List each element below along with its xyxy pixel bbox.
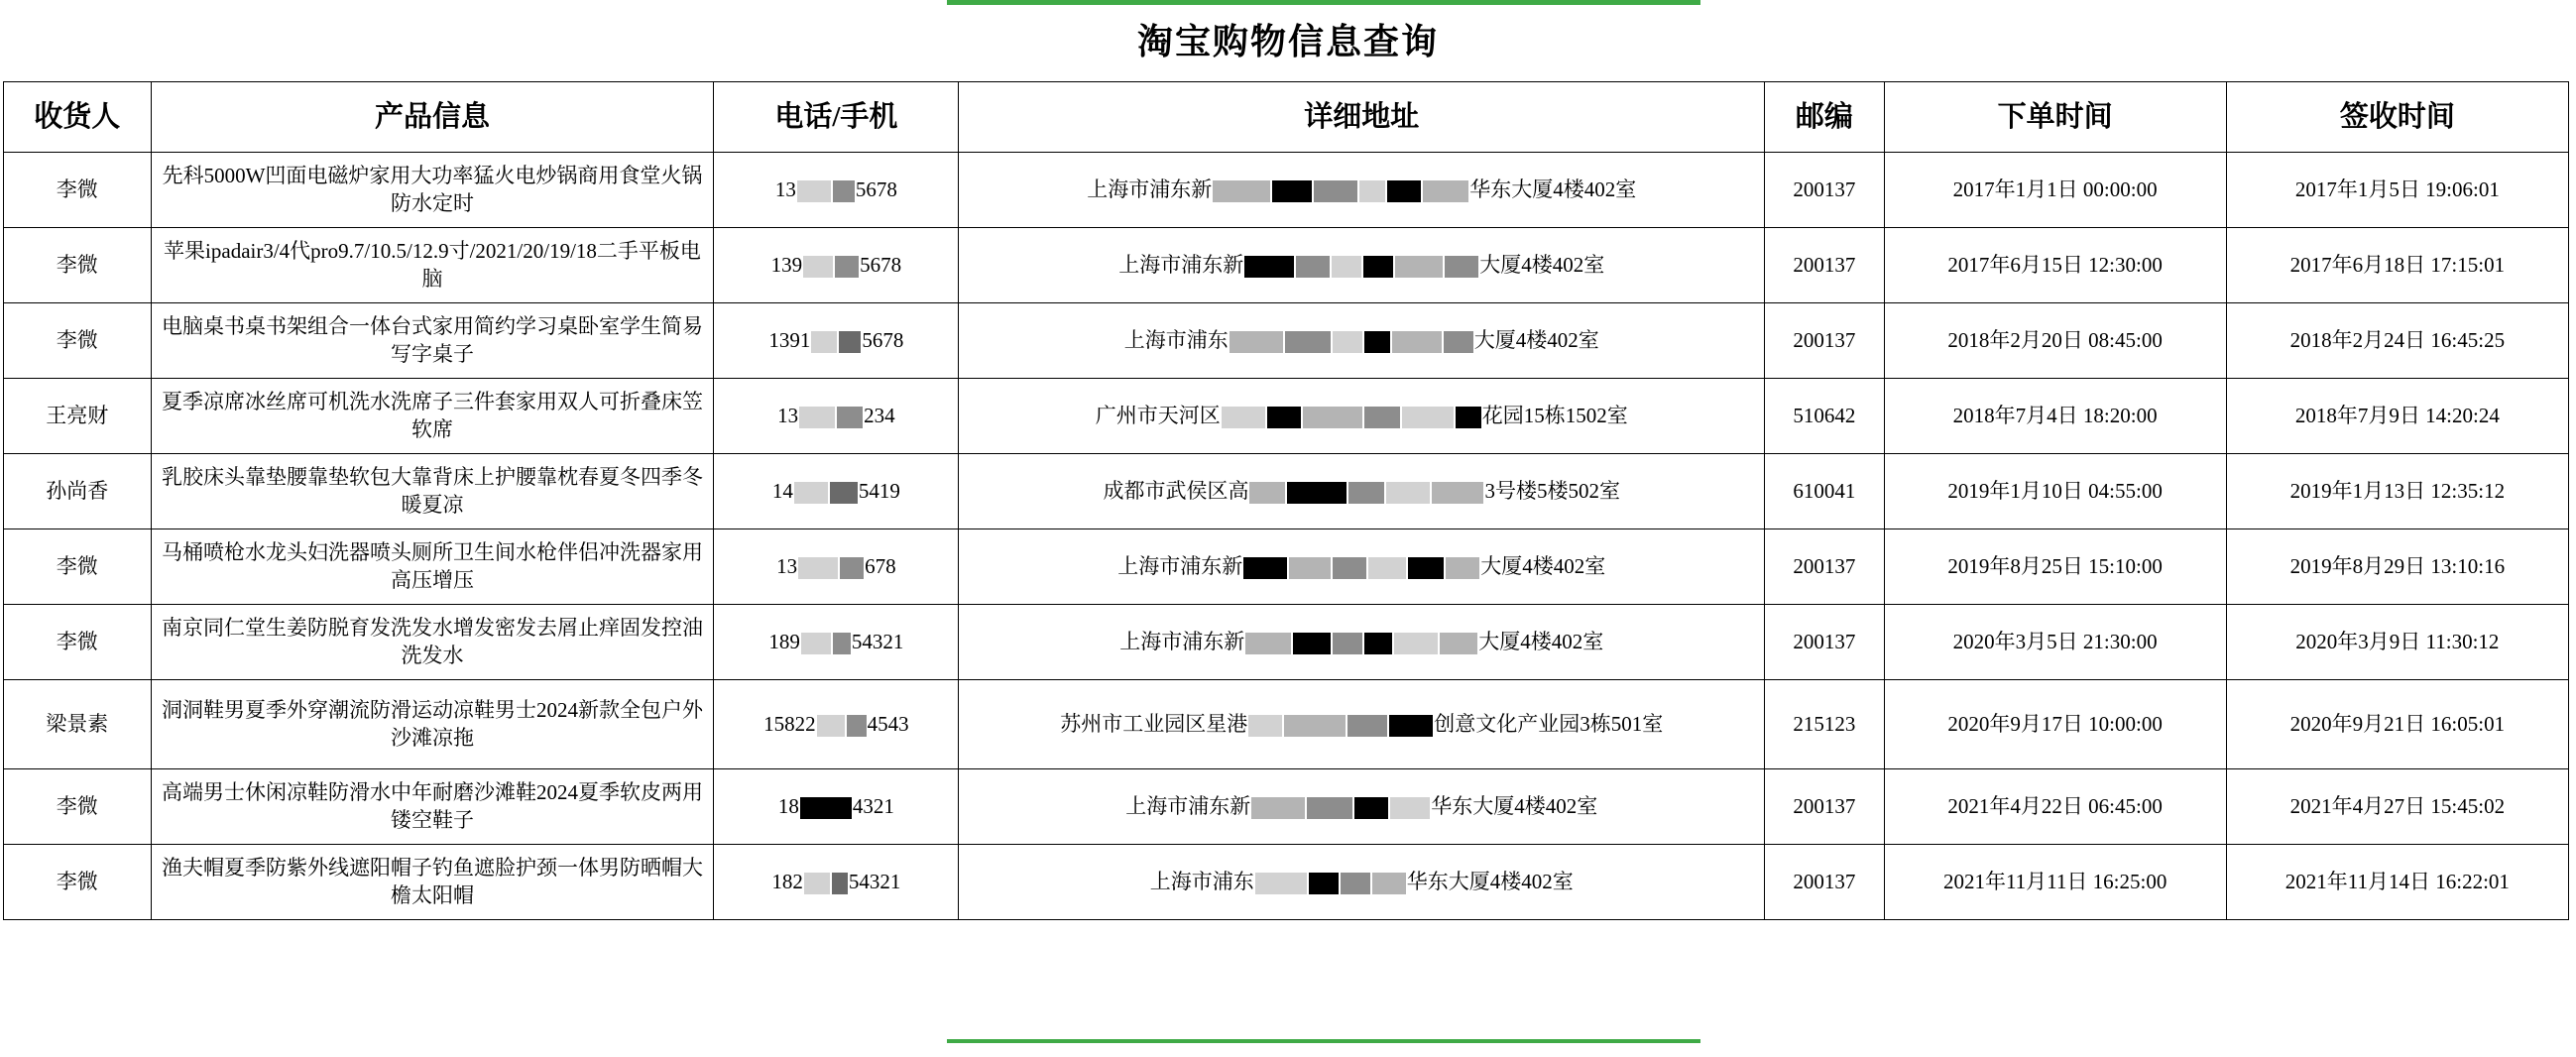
cell-receive-time: 2021年4月27日 15:45:02 bbox=[2226, 769, 2568, 845]
phone-prefix: 18 bbox=[777, 793, 799, 818]
cell-recipient: 李微 bbox=[4, 153, 152, 228]
address-suffix: 创意文化产业园3栋501室 bbox=[1434, 711, 1664, 736]
table-row bbox=[4, 529, 2569, 605]
redaction-block bbox=[1386, 482, 1430, 504]
phone-suffix: 5678 bbox=[855, 176, 897, 201]
cell-address bbox=[959, 845, 1765, 920]
cell-phone bbox=[714, 845, 959, 920]
cell-product: 夏季凉席冰丝席可机洗水洗席子三件套家用双人可折叠床笠软席 bbox=[151, 379, 714, 454]
redaction-block bbox=[817, 715, 845, 737]
cell-address bbox=[959, 529, 1765, 605]
cell-product: 苹果ipadair3/4代pro9.7/10.5/12.9寸/2021/20/19/18二手平板电脑 bbox=[151, 228, 714, 303]
redaction-block bbox=[1387, 180, 1421, 202]
cell-order-time: 2020年9月17日 10:00:00 bbox=[1884, 680, 2226, 769]
redaction-block bbox=[1395, 256, 1443, 278]
address-prefix: 上海市浦东新 bbox=[1087, 176, 1213, 201]
redaction-block bbox=[1333, 633, 1362, 654]
cell-phone bbox=[714, 680, 959, 769]
cell-phone bbox=[714, 454, 959, 529]
cell-address bbox=[959, 228, 1765, 303]
cell-product: 电脑桌书桌书架组合一体台式家用简约学习桌卧室学生简易写字桌子 bbox=[151, 303, 714, 379]
column-header-product: 产品信息 bbox=[151, 82, 714, 153]
redaction-block bbox=[1267, 407, 1301, 428]
redaction-block bbox=[803, 256, 833, 278]
address-prefix: 上海市浦东 bbox=[1149, 869, 1254, 893]
cell-order-time: 2019年8月25日 15:10:00 bbox=[1884, 529, 2226, 605]
phone-prefix: 189 bbox=[768, 629, 800, 653]
cell-phone bbox=[714, 529, 959, 605]
page-title: 淘宝购物信息查询 bbox=[1136, 22, 1439, 61]
table-row bbox=[4, 153, 2569, 228]
cell-recipient: 孙尚香 bbox=[4, 454, 152, 529]
redaction-block bbox=[1332, 256, 1361, 278]
redaction-block bbox=[1359, 180, 1385, 202]
redaction-block bbox=[804, 873, 830, 894]
cell-zip: 200137 bbox=[1765, 228, 1884, 303]
cell-zip: 200137 bbox=[1765, 845, 1884, 920]
cell-address bbox=[959, 769, 1765, 845]
table-row bbox=[4, 605, 2569, 680]
cell-recipient: 李微 bbox=[4, 769, 152, 845]
redaction-block bbox=[1402, 407, 1454, 428]
bottom-green-marker bbox=[947, 1039, 1700, 1043]
redaction-block bbox=[1394, 633, 1438, 654]
redaction-block bbox=[1347, 715, 1387, 737]
redaction-block bbox=[1285, 331, 1331, 353]
cell-recipient: 李微 bbox=[4, 303, 152, 379]
cell-receive-time: 2020年9月21日 16:05:01 bbox=[2226, 680, 2568, 769]
cell-zip: 215123 bbox=[1765, 680, 1884, 769]
redaction-block bbox=[1314, 180, 1357, 202]
cell-address bbox=[959, 303, 1765, 379]
redaction-block bbox=[1287, 482, 1347, 504]
redaction-block bbox=[1364, 407, 1400, 428]
redaction-block bbox=[798, 557, 838, 579]
redaction-block bbox=[1372, 873, 1406, 894]
phone-prefix: 13 bbox=[774, 176, 796, 201]
cell-address bbox=[959, 454, 1765, 529]
redaction-block bbox=[1229, 331, 1283, 353]
cell-product: 南京同仁堂生姜防脱育发洗发水增发密发去屑止痒固发控油洗发水 bbox=[151, 605, 714, 680]
address-suffix: 3号楼5楼502室 bbox=[1484, 478, 1620, 503]
redaction-block bbox=[1251, 797, 1305, 819]
table-row bbox=[4, 454, 2569, 529]
redaction-block bbox=[1392, 331, 1442, 353]
redaction-block bbox=[794, 482, 828, 504]
redaction-block bbox=[1446, 557, 1479, 579]
cell-product: 高端男士休闲凉鞋防滑水中年耐磨沙滩鞋2024夏季软皮两用镂空鞋子 bbox=[151, 769, 714, 845]
column-header-receive-time: 签收时间 bbox=[2226, 82, 2568, 153]
redaction-block bbox=[1249, 482, 1285, 504]
redaction-block bbox=[1244, 256, 1294, 278]
cell-phone bbox=[714, 228, 959, 303]
redaction-block bbox=[1408, 557, 1444, 579]
phone-suffix: 678 bbox=[865, 553, 896, 578]
phone-prefix: 182 bbox=[771, 869, 803, 893]
table-row bbox=[4, 680, 2569, 769]
address-prefix: 成都市武侯区高 bbox=[1103, 478, 1249, 503]
phone-suffix: 5678 bbox=[862, 327, 904, 352]
redaction-block bbox=[1245, 633, 1291, 654]
phone-suffix: 54321 bbox=[848, 869, 901, 893]
redaction-block bbox=[801, 633, 831, 654]
redaction-block bbox=[1213, 180, 1270, 202]
cell-phone bbox=[714, 153, 959, 228]
cell-zip: 200137 bbox=[1765, 605, 1884, 680]
address-suffix: 华东大厦4楼402室 bbox=[1406, 869, 1574, 893]
redaction-block bbox=[799, 407, 835, 428]
cell-address bbox=[959, 680, 1765, 769]
cell-order-time: 2018年2月20日 08:45:00 bbox=[1884, 303, 2226, 379]
redaction-block bbox=[1348, 482, 1384, 504]
column-header-order-time: 下单时间 bbox=[1884, 82, 2226, 153]
cell-recipient: 梁景素 bbox=[4, 680, 152, 769]
phone-prefix: 14 bbox=[771, 478, 793, 503]
redaction-block bbox=[1303, 407, 1362, 428]
redaction-block bbox=[1248, 715, 1282, 737]
redaction-block bbox=[830, 482, 858, 504]
address-prefix: 上海市浦东新 bbox=[1117, 553, 1243, 578]
phone-suffix: 234 bbox=[864, 403, 895, 427]
cell-zip: 200137 bbox=[1765, 769, 1884, 845]
cell-receive-time: 2017年6月18日 17:15:01 bbox=[2226, 228, 2568, 303]
redaction-block bbox=[1444, 331, 1473, 353]
redaction-block bbox=[1390, 797, 1430, 819]
address-prefix: 苏州市工业园区星港 bbox=[1060, 711, 1248, 736]
redaction-block bbox=[1333, 557, 1366, 579]
cell-recipient: 李微 bbox=[4, 529, 152, 605]
cell-order-time: 2019年1月10日 04:55:00 bbox=[1884, 454, 2226, 529]
column-header-zip: 邮编 bbox=[1765, 82, 1884, 153]
redaction-block bbox=[837, 407, 863, 428]
redaction-block bbox=[1222, 407, 1265, 428]
cell-recipient: 王亮财 bbox=[4, 379, 152, 454]
address-prefix: 上海市浦东 bbox=[1123, 327, 1229, 352]
cell-phone bbox=[714, 605, 959, 680]
address-suffix: 大厦4楼402室 bbox=[1479, 252, 1605, 277]
phone-suffix: 54321 bbox=[851, 629, 904, 653]
address-suffix: 华东大厦4楼402室 bbox=[1469, 176, 1637, 201]
redaction-block bbox=[1243, 557, 1287, 579]
redaction-block bbox=[833, 633, 851, 654]
redaction-block bbox=[1272, 180, 1312, 202]
redaction-block bbox=[1389, 715, 1433, 737]
column-header-phone: 电话/手机 bbox=[714, 82, 959, 153]
cell-phone bbox=[714, 379, 959, 454]
redaction-block bbox=[1440, 633, 1477, 654]
redaction-block bbox=[835, 256, 859, 278]
redaction-block bbox=[1309, 873, 1339, 894]
table-row bbox=[4, 303, 2569, 379]
table-row bbox=[4, 845, 2569, 920]
cell-receive-time: 2019年8月29日 13:10:16 bbox=[2226, 529, 2568, 605]
cell-order-time: 2021年11月11日 16:25:00 bbox=[1884, 845, 2226, 920]
cell-address bbox=[959, 605, 1765, 680]
table-row bbox=[4, 379, 2569, 454]
purchase-info-table bbox=[3, 81, 2569, 920]
address-suffix: 华东大厦4楼402室 bbox=[1431, 793, 1598, 818]
cell-phone bbox=[714, 303, 959, 379]
redaction-block bbox=[1341, 873, 1370, 894]
redaction-block bbox=[1296, 256, 1330, 278]
redaction-block bbox=[1432, 482, 1483, 504]
cell-order-time: 2018年7月4日 18:20:00 bbox=[1884, 379, 2226, 454]
redaction-block bbox=[1354, 797, 1388, 819]
column-header-address: 详细地址 bbox=[959, 82, 1765, 153]
table-row bbox=[4, 769, 2569, 845]
cell-receive-time: 2018年7月9日 14:20:24 bbox=[2226, 379, 2568, 454]
phone-suffix: 5678 bbox=[860, 252, 902, 277]
phone-suffix: 4543 bbox=[867, 711, 909, 736]
phone-prefix: 13 bbox=[776, 553, 798, 578]
cell-recipient: 李微 bbox=[4, 845, 152, 920]
redaction-block bbox=[1364, 331, 1390, 353]
address-suffix: 花园15栋1502室 bbox=[1481, 403, 1628, 427]
cell-zip: 200137 bbox=[1765, 529, 1884, 605]
redaction-block bbox=[1255, 873, 1307, 894]
column-header-recipient: 收货人 bbox=[4, 82, 152, 153]
cell-address bbox=[959, 379, 1765, 454]
phone-prefix: 1391 bbox=[768, 327, 811, 352]
cell-zip: 610041 bbox=[1765, 454, 1884, 529]
cell-receive-time: 2021年11月14日 16:22:01 bbox=[2226, 845, 2568, 920]
cell-address bbox=[959, 153, 1765, 228]
redaction-block bbox=[1333, 331, 1362, 353]
phone-prefix: 15822 bbox=[763, 711, 816, 736]
cell-receive-time: 2017年1月5日 19:06:01 bbox=[2226, 153, 2568, 228]
cell-order-time: 2021年4月22日 06:45:00 bbox=[1884, 769, 2226, 845]
phone-suffix: 4321 bbox=[852, 793, 894, 818]
phone-prefix: 139 bbox=[770, 252, 803, 277]
redaction-block bbox=[800, 797, 852, 819]
address-suffix: 大厦4楼402室 bbox=[1480, 553, 1606, 578]
phone-suffix: 5419 bbox=[858, 478, 900, 503]
redaction-block bbox=[847, 715, 867, 737]
cell-zip: 200137 bbox=[1765, 153, 1884, 228]
cell-receive-time: 2020年3月9日 11:30:12 bbox=[2226, 605, 2568, 680]
address-prefix: 上海市浦东新 bbox=[1119, 629, 1245, 653]
redaction-block bbox=[833, 180, 855, 202]
redaction-block bbox=[1456, 407, 1481, 428]
address-suffix: 大厦4楼402室 bbox=[1478, 629, 1604, 653]
redaction-block bbox=[1364, 633, 1392, 654]
redaction-block bbox=[797, 180, 831, 202]
top-green-marker bbox=[947, 0, 1700, 5]
address-prefix: 上海市浦东新 bbox=[1125, 793, 1251, 818]
cell-zip: 510642 bbox=[1765, 379, 1884, 454]
redaction-block bbox=[1363, 256, 1393, 278]
redaction-block bbox=[1368, 557, 1406, 579]
redaction-block bbox=[839, 331, 861, 353]
phone-prefix: 13 bbox=[777, 403, 799, 427]
redaction-block bbox=[1293, 633, 1331, 654]
cell-zip: 200137 bbox=[1765, 303, 1884, 379]
cell-phone bbox=[714, 769, 959, 845]
table-header-row bbox=[4, 82, 2569, 153]
cell-recipient: 李微 bbox=[4, 228, 152, 303]
address-prefix: 上海市浦东新 bbox=[1118, 252, 1244, 277]
redaction-block bbox=[1289, 557, 1331, 579]
cell-order-time: 2017年6月15日 12:30:00 bbox=[1884, 228, 2226, 303]
redaction-block bbox=[1307, 797, 1352, 819]
cell-product: 马桶喷枪水龙头妇洗器喷头厕所卫生间水枪伴侣冲洗器家用高压增压 bbox=[151, 529, 714, 605]
cell-product: 洞洞鞋男夏季外穿潮流防滑运动凉鞋男士2024新款全包户外沙滩凉拖 bbox=[151, 680, 714, 769]
address-suffix: 大厦4楼402室 bbox=[1473, 327, 1599, 352]
cell-product: 先科5000W凹面电磁炉家用大功率猛火电炒锅商用食堂火锅防水定时 bbox=[151, 153, 714, 228]
redaction-block bbox=[1445, 256, 1478, 278]
redaction-block bbox=[1284, 715, 1346, 737]
redaction-block bbox=[1423, 180, 1468, 202]
cell-receive-time: 2019年1月13日 12:35:12 bbox=[2226, 454, 2568, 529]
redaction-block bbox=[811, 331, 837, 353]
cell-receive-time: 2018年2月24日 16:45:25 bbox=[2226, 303, 2568, 379]
cell-product: 渔夫帽夏季防紫外线遮阳帽子钓鱼遮脸护颈一体男防晒帽大檐太阳帽 bbox=[151, 845, 714, 920]
address-prefix: 广州市天河区 bbox=[1095, 403, 1221, 427]
redaction-block bbox=[832, 873, 848, 894]
cell-recipient: 李微 bbox=[4, 605, 152, 680]
table-row bbox=[4, 228, 2569, 303]
redaction-block bbox=[840, 557, 864, 579]
cell-product: 乳胶床头靠垫腰靠垫软包大靠背床上护腰靠枕春夏冬四季冬暖夏凉 bbox=[151, 454, 714, 529]
cell-order-time: 2020年3月5日 21:30:00 bbox=[1884, 605, 2226, 680]
cell-order-time: 2017年1月1日 00:00:00 bbox=[1884, 153, 2226, 228]
